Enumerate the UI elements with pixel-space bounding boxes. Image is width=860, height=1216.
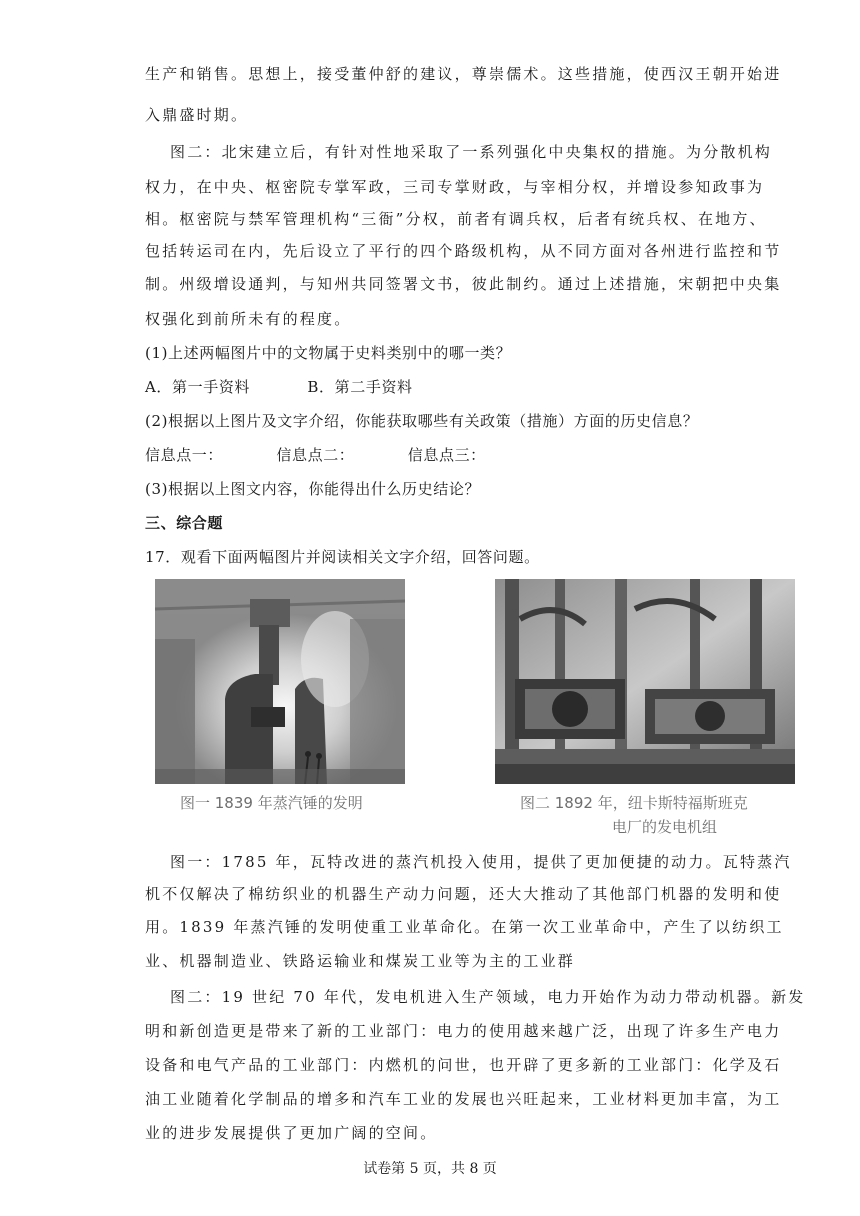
passage-b-line-5: 图二：19 世纪 70 年代，发电机进入生产领域，电力开始作为动力带动机器。新发 — [170, 988, 806, 1006]
passage-a-line-7: 制。州级增设通判，与知州共同签署文书，彼此制约。通过上述措施，宋朝把中央集 — [145, 275, 782, 293]
option-b: B．第二手资料 — [307, 378, 413, 396]
passage-b-line-6: 明和新创造更是带来了新的工业部门：电力的使用越来越广泛，出现了许多生产电力 — [145, 1022, 782, 1040]
passage-b-line-8: 油工业随着化学制品的增多和汽车工业的发展也兴旺起来，工业材料更加丰富，为工 — [145, 1090, 782, 1108]
info-point-1: 信息点一： — [145, 446, 224, 464]
passage-a-line-5: 相。枢密院与禁军管理机构“三衙”分权，前者有调兵权，后者有统兵权、在地方、 — [145, 210, 767, 228]
figure-1-caption: 图一 1839 年蒸汽锤的发明 — [180, 794, 363, 812]
question-1: (1)上述两幅图片中的文物属于史料类别中的哪一类？ — [145, 344, 512, 362]
generator-photo — [495, 579, 795, 784]
section-heading: 三、综合题 — [145, 514, 224, 532]
option-a: A．第一手资料 — [145, 378, 251, 396]
info-point-2: 信息点二： — [276, 446, 355, 464]
page-footer: 试卷第 5 页，共 8 页 — [363, 1161, 497, 1177]
passage-a-line-2: 入鼎盛时期。 — [145, 106, 249, 124]
passage-b-line-1: 图一：1785 年，瓦特改进的蒸汽机投入使用，提供了更加便捷的动力。瓦特蒸汽 — [170, 853, 792, 871]
info-points — [145, 445, 715, 465]
passage-a-line-3: 图二：北宋建立后，有针对性地采取了一系列强化中央集权的措施。为分散机构 — [170, 143, 773, 161]
figure-2-caption-line-2: 电厂的发电机组 — [612, 818, 718, 836]
info-point-3: 信息点三： — [407, 446, 486, 464]
steam-hammer-photo — [155, 579, 405, 784]
question-17: 17．观看下面两幅图片并阅读相关文字介绍，回答问题。 — [145, 548, 540, 566]
passage-a-line-1: 生产和销售。思想上，接受董仲舒的建议，尊崇儒术。这些措施，使西汉王朝开始进 — [145, 65, 782, 83]
passage-a-line-6: 包括转运司在内，先后设立了平行的四个路级机构，从不同方面对各州进行监控和节 — [145, 242, 782, 260]
question-3: (3)根据以上图文内容，你能得出什么历史结论？ — [145, 480, 481, 498]
figure-2-caption-line-1: 图二 1892 年，纽卡斯特福斯班克 — [520, 794, 748, 812]
passage-a-line-4: 权力，在中央、枢密院专掌军政，三司专掌财政，与宰相分权，并增设参知政事为 — [145, 178, 765, 196]
passage-b-line-9: 业的进步发展提供了更加广阔的空间。 — [145, 1124, 438, 1142]
question-1-options — [145, 377, 715, 397]
passage-b-line-4: 业、机器制造业、铁路运输业和煤炭工业等为主的工业群 — [145, 952, 576, 970]
question-2: (2)根据以上图片及文字介绍，你能获取哪些有关政策（措施）方面的历史信息？ — [145, 412, 699, 430]
passage-a-line-8: 权强化到前所未有的程度。 — [145, 310, 352, 328]
passage-b-line-7: 设备和电气产品的工业部门：内燃机的问世，也开辟了更多新的工业部门：化学及石 — [145, 1056, 782, 1074]
passage-b-line-2: 机不仅解决了棉纺织业的机器生产动力问题，还大大推动了其他部门机器的发明和使 — [145, 885, 782, 903]
passage-b-line-3: 用。1839 年蒸汽锤的发明使重工业革命化。在第一次工业革命中，产生了以纺织工 — [145, 918, 784, 936]
